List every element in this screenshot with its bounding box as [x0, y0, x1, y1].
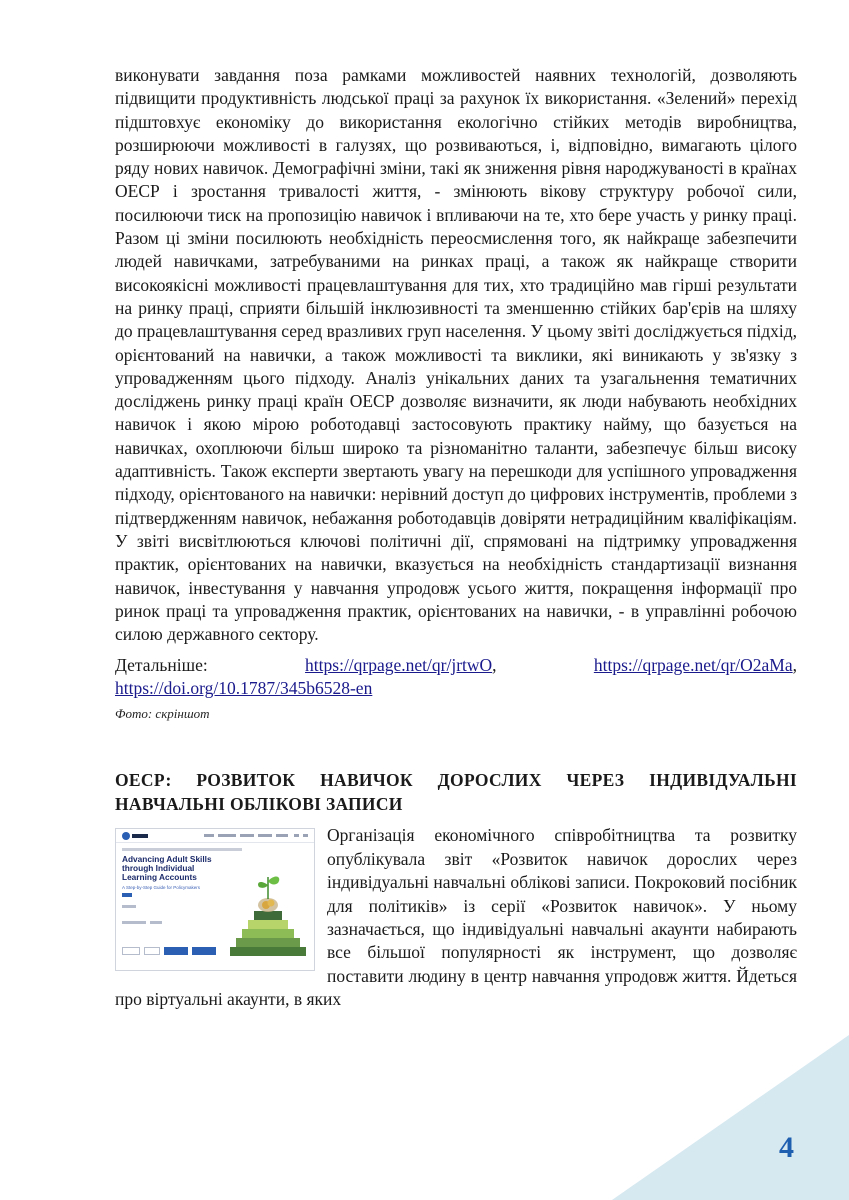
thumb-navbar — [116, 829, 314, 843]
paragraph-top: виконувати завдання поза рамками можливостей наявних технологій, дозволяють підвищити продуктивність людської праці за рахунок їх використання. «Зелений» перехід підштовхує економіку до використання екологічно стійких методів виробництва, розширюючи можливості в галузях, що розвиваються, і, відповідно, вимагають цілого ряду нових навичок. Демографічні зміни, такі як зниження рівня народжуваності в країнах ОЕСР і зростання тривалості життя, - змінюють вікову структуру робочої сили, посилюючи тиск на пропозицію навичок і впливаючи на те, хто бере участь у ринку праці. Разом ці зміни посилюють необхідність переосмислення того, як найкраще забезпечити людей навичками, затребуваними на ринках праці, а також як найкраще створити високоякісні можливості працевлаштування для тих, хто традиційно мав гірші результати на ринку праці, сприяти більшій інклюзивності та зменшенню стійких бар'єрів на шляху до працевлаштування серед вразливих груп населення. У цьому звіті досліджується підхід, орієнтований на навички, а також можливості та виклики, які виникають у зв'язку з упровадженням цього підходу. Аналіз унікальних даних та узагальнення тематичних досліджень ринку праці країн ОЕСР дозволяє визначити, як люди набувають необхідних навичок і якою мірою роботодавці застосовують практику найму, що базується на навичках, охоплюючи більш широко та різноманітно таланти, забезпечує більш високу адаптивність. Також експерти звертають увагу на перешкоди для успішного упровадження підходу, орієнтованого на навички: нерівний доступ до цифрових інструментів, проблеми з підтвердженням навичок, небажання роботодавців довіряти нетрадиційним кваліфікаціям. У звіті висвітлюються ключові політичні дії, спрямовані на підтримку упровадження практик, орієнтованих на навички, вказується на необхідність стандартизації визнання навичок, інвестування у навчання упродовж усього життя, покращення інформації про ринок праці та упровадження практик, орієнтованих на навички, - в управлінні робочою силою державного сектору. — [115, 65, 797, 645]
page-content — [115, 64, 797, 1012]
page-number: 4 — [779, 1131, 794, 1164]
report-screenshot-image — [115, 828, 315, 971]
thumb-breadcrumb — [122, 848, 242, 851]
article-text: Організація економічного співробітництва та розвитку опублікувала звіт «Розвиток навичок дорослих через індивідуальні навчальні облікові записи. Покроковий посібник для політиків» із серії «Розвиток навичок». У ньому зазначається, що індивідуальні навчальні акаунти набирають все більшої популярності як інструмент, що дозволяє поставити людину в центр навчання упродовж життя. Йдеться про віртуальні акаунти, в яких — [115, 825, 797, 1010]
article-block — [115, 824, 797, 1011]
thumb-report-title: Advancing Adult Skills through Individual Learning Accounts — [122, 854, 212, 883]
stairs-plant-illustration — [226, 869, 310, 957]
section-heading: ОЕСР: РОЗВИТОК НАВИЧОК ДОРОСЛИХ ЧЕРЕЗ ІНДИВІДУАЛЬНІ НАВЧАЛЬНІ ОБЛІКОВІ ЗАПИСИ — [115, 770, 797, 815]
details-link-1-wrap — [305, 654, 497, 677]
details-label: Детальніше: — [115, 655, 208, 676]
details-separator-2: , — [792, 655, 797, 676]
thumb-report-subtitle: A Step-by-Step Guide for Policymakers — [122, 885, 201, 891]
details-link-1[interactable]: https://qrpage.net/qr/jrtwO — [305, 655, 493, 676]
details-separator-1: , — [492, 655, 497, 676]
photo-caption: Фото: скріншот — [115, 706, 210, 722]
oecd-logo-icon — [122, 832, 148, 840]
details-link-3[interactable]: https://doi.org/10.1787/345b6528-en — [115, 678, 373, 699]
details-line — [115, 654, 797, 677]
details-block — [115, 654, 797, 700]
details-link-2-wrap — [594, 654, 797, 677]
thumb-tag — [122, 893, 132, 897]
details-line-2 — [115, 677, 797, 700]
details-link-2[interactable]: https://qrpage.net/qr/O2aMa — [593, 655, 793, 676]
